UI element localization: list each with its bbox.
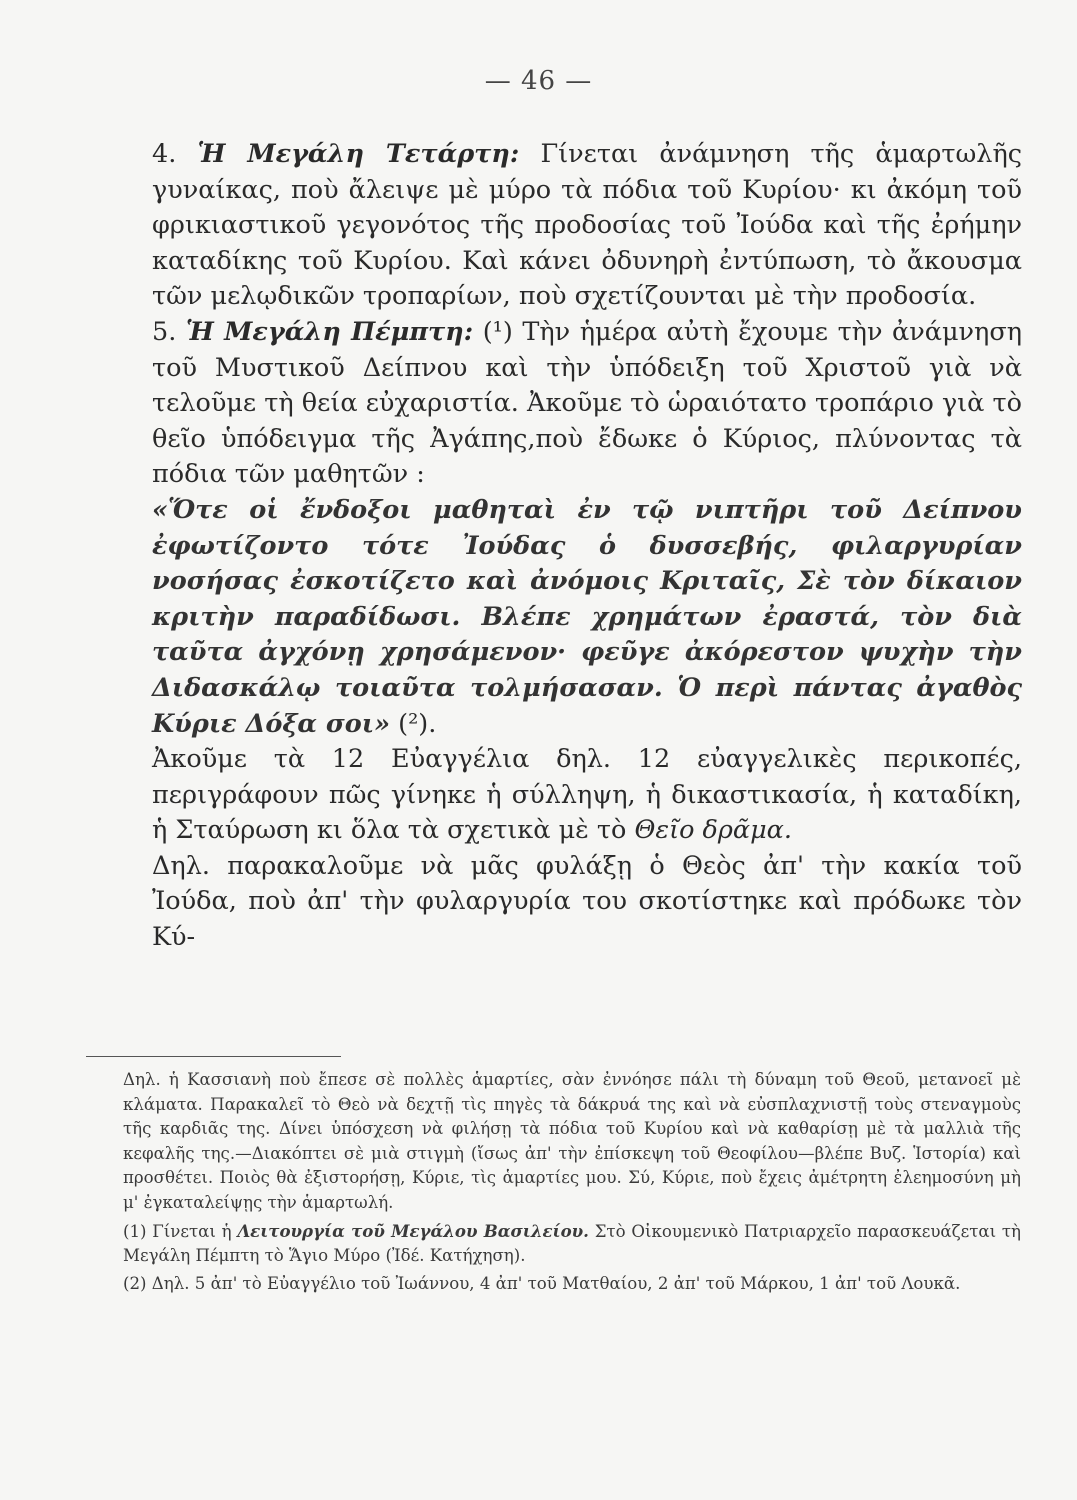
footnotes (81, 1068, 1021, 1296)
page-number: — 46 — (484, 66, 593, 96)
footnote-ref-2: (²). (390, 708, 437, 739)
prayer-text: Δηλ. παρακαλοῦμε νὰ μᾶς φυλάξῃ ὁ Θεὸς ἀπ' τὴν κακία τοῦ Ἰούδα, ποὺ ἀπ' τὴν φυλαργυρία του σκοτίστηκε καὶ πρόδωκε τὸν Κύ- (152, 850, 1022, 953)
section-body: Γίνεται ἀνάμνηση τῆς ἁμαρτωλῆς γυναίκας, ποὺ ἄλειψε μὲ μύρο τὰ πόδια τοῦ Κυρίου· κι ἀκόμη τοῦ φρικιαστικοῦ γεγονότος τῆς προδοσίας τοῦ Ἰούδα καὶ τῆς ἐρήμην καταδίκης τοῦ Κυρίου. Καὶ κάνει ὀδυνηρὴ ἐντύπωση, τὸ ἄκουσμα τῶν μελῳδικῶν τροπαρίων, ποὺ σχετίζουνται μὲ τὴν προδοσία. (152, 139, 1022, 312)
footnote-divider (86, 1056, 341, 1057)
paragraph-prayer (107, 849, 1022, 956)
paragraph-gospels (107, 742, 1022, 849)
footnote-1-title: Λειτουργία τοῦ Μεγάλου Βασιλείου. (237, 1220, 589, 1241)
section-number: 4. (152, 139, 198, 169)
section-body: Τὴν ἡμέρα αὐτὴ ἔχουμε τὴν ἀνάμνηση τοῦ Μυστικοῦ Δείπνου καὶ τὴν ὑπόδειξη τοῦ Χριστοῦ γιὰ νὰ τελοῦμε τὴ θεία εὐχαριστία. Ἀκοῦμε τὸ ὡραιότατο τροπάριο γιὰ τὸ θεῖο ὑπόδειγμα τῆς Ἀγάπης,ποὺ ἔδωκε ὁ Κύριος, πλύνοντας τὰ πόδια τῶν μαθητῶν : (152, 316, 1022, 490)
section-title-holy-thursday: Ἡ Μεγάλη Πέμπτη: (185, 316, 474, 347)
main-text (107, 137, 1022, 956)
gospels-emphasis: Θεῖο δρᾶμα. (634, 815, 793, 846)
hymn-quote: «Ὅτε οἱ ἔνδοξοι μαθηταὶ ἐν τῷ νιπτῆρι τοῦ Δείπνου ἐφωτίζοντο τότε Ἰούδας ὁ δυσσεβής, φιλαργυρίαν νοσήσας ἐσκοτίζετο καὶ ἀνόμοις Κριταῖς, Σὲ τὸν δίκαιον κριτὴν παραδίδωσι. Βλέπε χρημάτων ἐραστά, τὸν διὰ ταῦτα ἀγχόνῃ χρησάμενον· φεῦγε ἀκόρεστον ψυχὴν τὴν Διδασκάλῳ τοιαῦτα τολμήσασαν. Ὁ περὶ πάντας ἀγαθὸς Κύριε Δόξα σοι» (152, 494, 1022, 739)
paragraph-holy-thursday (107, 315, 1022, 493)
footnote-ref-1: (¹) (473, 316, 513, 347)
paragraph-hymn (107, 493, 1022, 742)
gospels-text: Ἀκοῦμε τὰ 12 Εὐαγγέλια δηλ. 12 εὐαγγελικὲς περικοπές, περιγράφουν πῶς γίνηκε ἡ σύλληψη, ἡ δικαστικασία, ἡ καταδίκη, ἡ Σταύρωση κι ὅλα τὰ σχετικὰ μὲ τὸ (152, 744, 1022, 846)
footnote-kassiani: Δηλ. ἡ Κασσιανὴ ποὺ ἔπεσε σὲ πολλὲς ἁμαρτίες, σὰν ἐννόησε πάλι τὴ δύναμη τοῦ Θεοῦ, μετανοεῖ μὲ κλάματα. Παρακαλεῖ τὸ Θεὸ νὰ δεχτῇ τὶς πηγὲς τὰ δάκρυά της καὶ νὰ εὐσπλαχνιστῇ τοὺς στεναγμοὺς τῆς καρδιᾶς της. Δίνει ὑπόσχεση νὰ φιλήσῃ τὰ πόδια τοῦ Κυρίου καὶ νὰ καθαρίσῃ μὲ τὰ μαλλιὰ τῆς κεφαλῆς της.—Διακόπτει σὲ μιὰ στιγμὴ (ἴσως ἀπ' τὴν ἐπίσκεψη τοῦ Θεοφίλου—βλέπε Βυζ. Ἱστορία) καὶ προσθέτει. Ποιὸς θὰ ἐξιστορήσῃ, Κύριε, τὶς ἁμαρτίες μου. Σύ, Κύριε, ποὺ ἔχεις ἀμέτρητη ἐλεημοσύνη μὴ μ' ἐγκαταλείψῃς τὴν ἁμαρτωλή. (123, 1070, 1021, 1212)
footnote-1-text: Στὸ Οἰκουμενικὸ Πατριαρχεῖο παρασκευάζεται τὴ Μεγάλη Πέμπτη τὸ Ἅγιο Μύρο (Ἰδέ. Κατήχηση). (123, 1221, 1022, 1266)
footnote-2: (2) Δηλ. 5 ἀπ' τὸ Εὐαγγέλιο τοῦ Ἰωάννου, 4 ἀπ' τοῦ Ματθαίου, 2 ἀπ' τοῦ Μάρκου, 1 ἀπ' τοῦ Λουκᾶ. (123, 1273, 961, 1293)
section-title-holy-wednesday: Ἡ Μεγάλη Τετάρτη: (197, 139, 520, 169)
paragraph-holy-wednesday (107, 137, 1022, 315)
footnote-1 (81, 1219, 1021, 1269)
section-number: 5. (152, 316, 186, 347)
footnote-1-label: (1) Γίνεται ἡ (123, 1221, 238, 1241)
